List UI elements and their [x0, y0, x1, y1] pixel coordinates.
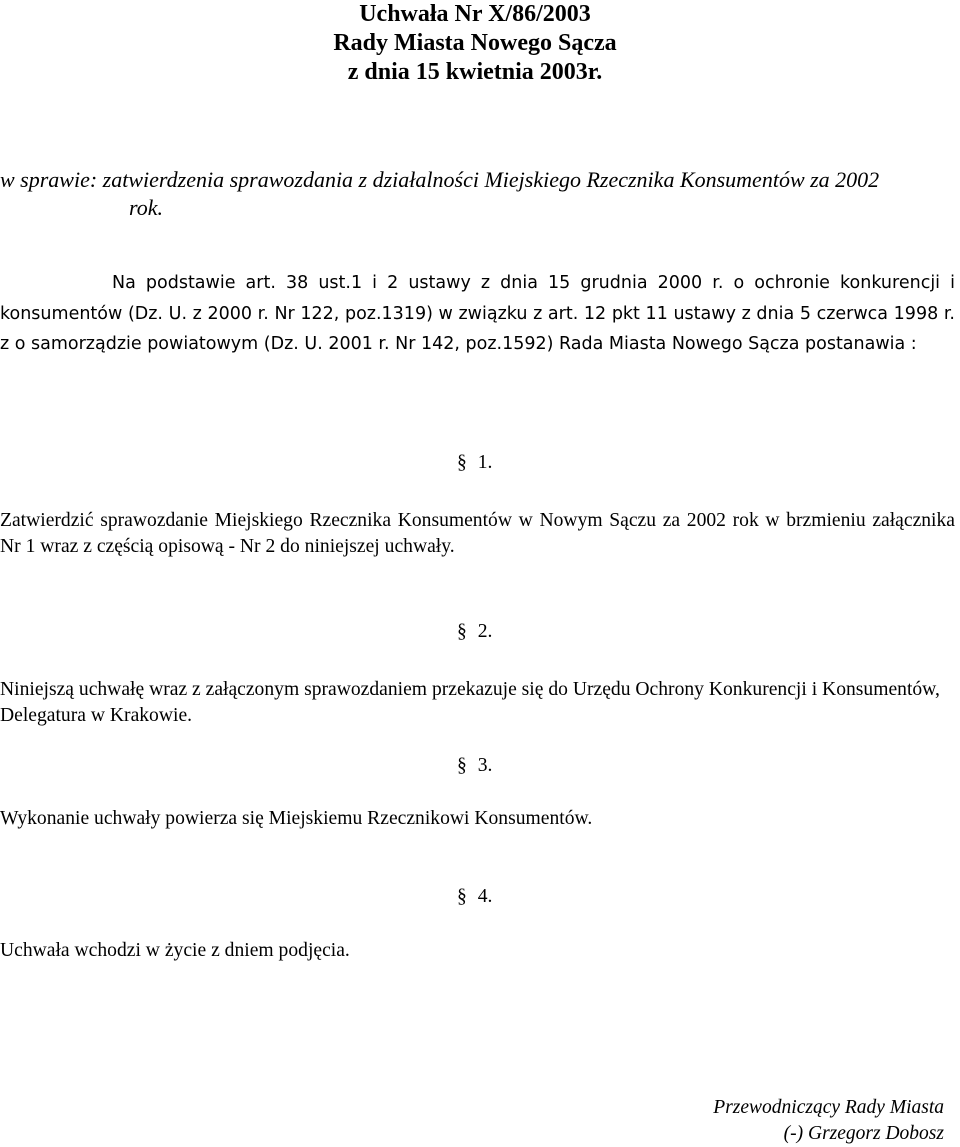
section-4-heading	[457, 886, 492, 908]
section-2-heading	[457, 621, 492, 643]
section-1-heading	[457, 452, 492, 474]
signatory-role: Przewodniczący Rady Miasta	[713, 1097, 944, 1118]
section-sign: §	[457, 621, 467, 642]
legal-basis-paragraph	[0, 268, 955, 360]
resolution-header	[0, 0, 950, 87]
section-2-text: Niniejszą uchwałę wraz z załączonym sprawozdaniem przekazuje się do Urzędu Ochrony Konkurencji i Konsumentów, Delegatura w Krakowie.	[0, 679, 940, 726]
section-1-text: Zatwierdzić sprawozdanie Miejskiego Rzecznika Konsumentów w Nowym Sączu za 2002 rok w brzmieniu załącznika Nr 1 wraz z częścią opisową - Nr 2 do niniejszej uchwały.	[0, 510, 955, 557]
resolution-number: Uchwała Nr X/86/2003	[359, 1, 591, 27]
section-3-text: Wykonanie uchwały powierza się Miejskiemu Rzecznikowi Konsumentów.	[0, 808, 593, 829]
section-4-text: Uchwała wchodzi w życie z dniem podjęcia.	[0, 940, 350, 961]
section-number: 2.	[477, 621, 493, 642]
section-sign: §	[457, 755, 467, 776]
section-number: 3.	[477, 755, 493, 776]
section-sign: §	[457, 452, 467, 473]
subject-line-1: w sprawie: zatwierdzenia sprawozdania z działalności Miejskiego Rzecznika Konsumentów za 2002	[0, 167, 880, 192]
signature-block	[713, 1095, 944, 1147]
section-3-heading	[457, 755, 492, 777]
resolution-date: z dnia 15 kwietnia 2003r.	[347, 59, 603, 85]
signatory-name: (-) Grzegorz Dobosz	[783, 1123, 944, 1144]
section-sign: §	[457, 886, 467, 907]
legal-basis-text: Na podstawie art. 38 ust.1 i 2 ustawy z dnia 15 grudnia 2000 r. o ochronie konkurencji i konsumentów (Dz. U. z 2000 r. Nr 122, poz.1319) w związku z art. 12 pkt 11 ustawy z dnia 5 czerwca 1998 r. z o samorządzie powiatowym (Dz. U. 2001 r. Nr 142, poz.1592) Rada Miasta Nowego Sącza postanawia :	[0, 273, 955, 354]
council-name: Rady Miasta Nowego Sącza	[333, 30, 617, 56]
resolution-subject	[0, 166, 958, 222]
subject-line-2: rok.	[129, 195, 164, 220]
section-number: 1.	[477, 452, 493, 473]
section-number: 4.	[477, 886, 493, 907]
